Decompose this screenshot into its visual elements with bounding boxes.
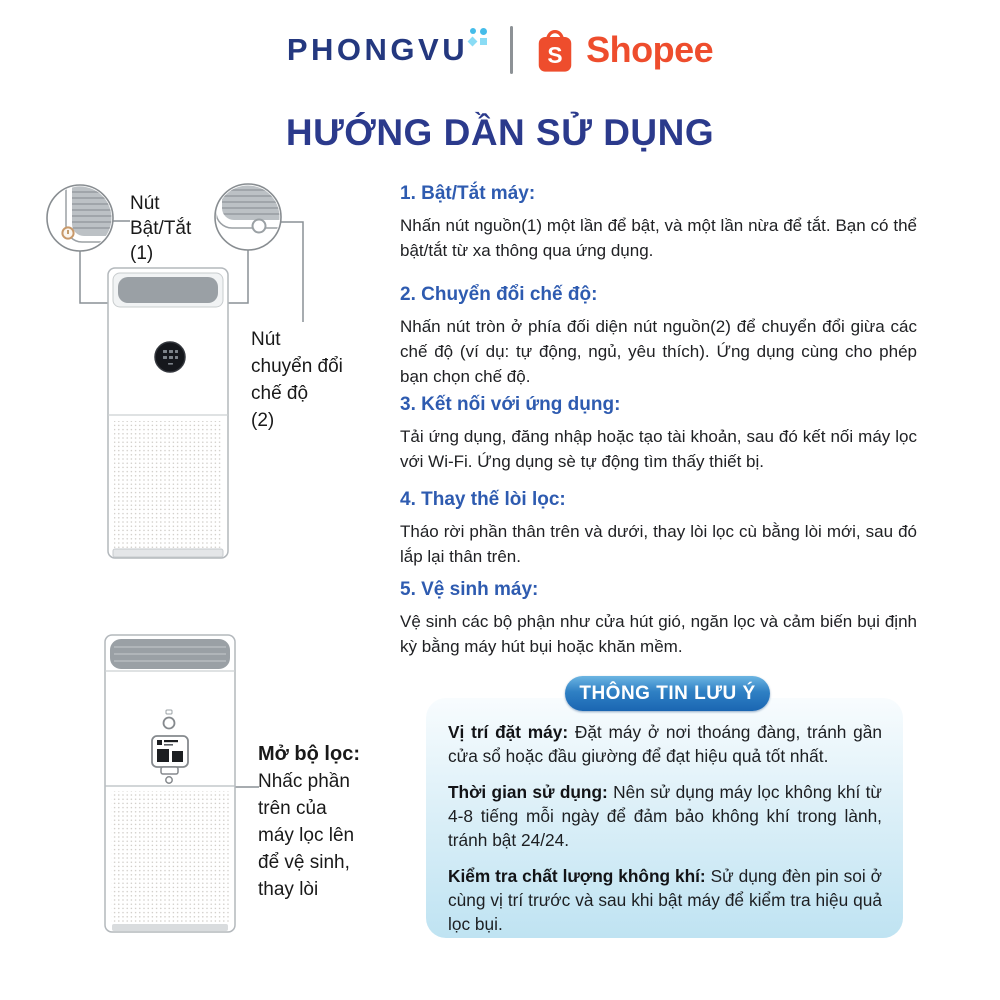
label-open-filter-title: Mở bộ lọc:	[258, 743, 360, 765]
section-body: Tháo rời phần thân trên và dưới, thay lòi lọc cù bằng lòi mới, sau đó lắp lại thân trên.	[400, 522, 917, 566]
section-heading: 4. Thay thế lòi lọc:	[400, 489, 566, 510]
air-purifier-front	[108, 268, 228, 558]
label-power-button: Nút Bật/Tắt (1)	[130, 193, 192, 264]
shopee-wordmark: Shopee	[586, 29, 714, 70]
note-item	[448, 780, 882, 852]
section-heading: 2. Chuyển đổi chế độ:	[400, 284, 598, 305]
section-body: Tải ứng dụng, đăng nhập hoặc tạo tài khoản, sau đó kết nối máy lọc với Wi-Fi. Ứng dụng sè tự động tìm thấy thiết bị.	[400, 427, 917, 471]
label-mode-button: Nút chuyển đổi chế độ (2)	[251, 329, 343, 431]
section-mode	[400, 284, 917, 389]
label-open-filter: Mở bộ lọc: Nhấc phần trên của máy lọc lên để vệ sinh, thay lòi	[258, 740, 360, 903]
shopee-initial: S	[547, 42, 563, 68]
note-item	[448, 864, 882, 936]
notes-badge: THÔNG TIN LƯU Ý	[565, 676, 770, 711]
perforated-panel-back	[111, 791, 229, 922]
section-body: Vệ sinh các bộ phận như cửa hút gió, ngăn lọc và cảm biến bụi định kỳ bằng máy hút bụi hoặc khăn mềm.	[400, 612, 917, 656]
note-text: Nên sử dụng máy lọc không khí từ 4-8 tiếng mỗi ngày để đảm bảo không khí trong lành, tránh bật 24/24.	[448, 782, 882, 850]
notes-body	[448, 720, 882, 948]
section-body: Nhấn nút tròn ở phía đối diện nút nguồn(2) để chuyển đổi giừa các chế độ (ví dụ: tự động, ngủ, yêu thích). Ứng dụng cùng cho phép bạn chọn chế độ.	[400, 317, 917, 386]
phongvu-wordmark: PHONGVU	[286, 32, 469, 67]
note-label: Kiểm tra chất lượng không khí:	[448, 866, 706, 886]
section-clean	[400, 579, 917, 659]
air-outlet-grille	[118, 277, 218, 303]
mode-button-closeup	[214, 142, 330, 250]
rear-button	[164, 718, 175, 729]
note-label: Thời gian sử dụng:	[448, 782, 608, 802]
note-text: Đặt máy ở nơi thoáng đàng, tránh gần cửa sổ hoặc đầu giường để đạt hiệu quả tốt nhất.	[448, 722, 882, 766]
perforated-panel	[114, 421, 222, 548]
section-body: Nhấn nút nguồn(1) một lần để bật, và một lần nừa để tắt. Bạn có thể bật/tắt từ xa thông qua ứng dụng.	[400, 216, 917, 260]
air-purifier-back	[105, 635, 235, 932]
mode-button-icon	[253, 220, 266, 233]
note-text: Sử dụng đèn pin soi ở cùng vị trí trước và sau khi bật máy để kiểm tra hiệu quả lọc bụi.	[448, 866, 882, 934]
section-filter	[400, 489, 917, 569]
section-power	[400, 183, 917, 263]
note-label: Vị trí đặt máy:	[448, 722, 569, 742]
section-heading: 5. Vệ sinh máy:	[400, 579, 539, 600]
section-app	[400, 394, 917, 474]
note-item	[448, 720, 882, 768]
section-heading: 3. Kết nối với ứng dụng:	[400, 394, 621, 415]
page-title: HƯỚNG DẦN SỬ DỤNG	[285, 112, 715, 153]
section-heading: 1. Bật/Tắt máy:	[400, 183, 536, 204]
